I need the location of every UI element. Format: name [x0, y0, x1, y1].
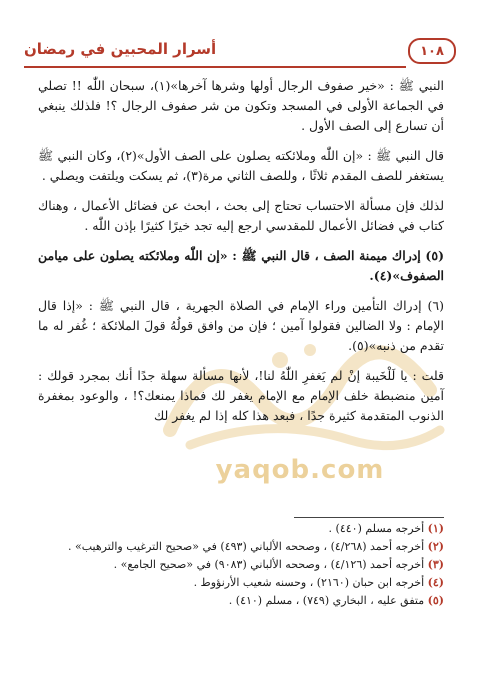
- footnote-item: [38, 592, 444, 610]
- footnotes: [38, 520, 444, 610]
- page-header: [24, 36, 456, 72]
- header-divider: [24, 66, 406, 68]
- paragraph-5: (٦) إدراك التأمين وراء الإمام في الصلاة الجهرية ، قال النبي ﷺ : «إذا قال الإمام : ولا الضالين فقولوا آمين ؛ فإن من وافق قولُهُ قولَ الملائكة ؛ غُفر له ما تقدم من ذنبه»(٥).: [38, 298, 444, 353]
- paragraph-3: لذلك فإن مسألة الاحتساب تحتاج إلى بحث ، ابحث عن فضائل الأعمال ، وهناك كتاب في فضائل الأعمال للمقدسي ارجع إليه تجد خيرًا كثيرًا بإذن اللّٰه .: [38, 198, 444, 233]
- footnote-number: (٣): [427, 558, 444, 571]
- footnote-text: أخرجه ابن حبان (٢١٦٠) ، وحسنه شعيب الأرنؤوط .: [193, 576, 425, 589]
- paragraph-4: (٥) إدراك ميمنة الصف ، قال النبي ﷺ : «إن اللّٰه وملائكته يصلون على ميامن الصفوف»(٤).: [38, 248, 444, 283]
- watermark-text: yaqob.com: [215, 455, 385, 485]
- footnote-text: أخرجه أحمد (٤/١٢٦) ، وصححه الألباني (٩٠٨٣) في «صحيح الجامع» .: [113, 558, 425, 571]
- footnote-text: متفق عليه ، البخاري (٧٤٩) ، مسلم (٤١٠) .: [228, 594, 425, 607]
- main-text: [38, 76, 444, 436]
- footnote-item: [38, 556, 444, 574]
- footnote-item: [38, 538, 444, 556]
- footnote-number: (٤): [427, 576, 444, 589]
- footnote-text: أخرجه مسلم (٤٤٠) .: [328, 522, 425, 535]
- footnote-item: [38, 574, 444, 592]
- footnote-divider: [294, 517, 444, 518]
- page-number: ١٠٨: [408, 38, 456, 64]
- book-title: أسرار المحبين في رمضان: [24, 40, 217, 58]
- footnote-number: (١): [427, 522, 444, 535]
- footnote-number: (٢): [427, 540, 444, 553]
- footnote-item: [38, 520, 444, 538]
- footnote-number: (٥): [427, 594, 444, 607]
- paragraph-1: النبي ﷺ : «خير صفوف الرجال أولها وشرها آخرها»(١)، سبحان اللّٰه !! تصلي في الجماعة الأولى في المسجد وتكون من شر صفوف الرجال ؟! فلذلك ينبغي أن تسارع إلى الصف الأول .: [38, 78, 444, 133]
- paragraph-2: قال النبي ﷺ : «إن اللّٰه وملائكته يصلون على الصف الأول»(٢)، وكان النبي ﷺ يستغفر للصف المقدم ثلاثًا ، وللصف الثاني مرة(٣)، ثم يسكت ويلتفت ويصلي .: [38, 148, 444, 183]
- footnote-text: أخرجه أحمد (٤/٢٦٨) ، وصححه الألباني (٤٩٣) في «صحيح الترغيب والترهيب» .: [67, 540, 425, 553]
- paragraph-6: قلت : يا لَلْخَيبة إنْ لم يَغفرِ اللّٰهُ لنا!، لأنها مسألة سهلة جدًا أنك بمجرد قولك : آمين منضبطة خلف الإمام مع الإمام يغفر لك فماذا يمنعك؟! ، والوعود بمغفرة الذنوب المتقدمة كثيرة جدًا ، فبعد هذا كله إذا لم يغفر لك: [38, 368, 444, 423]
